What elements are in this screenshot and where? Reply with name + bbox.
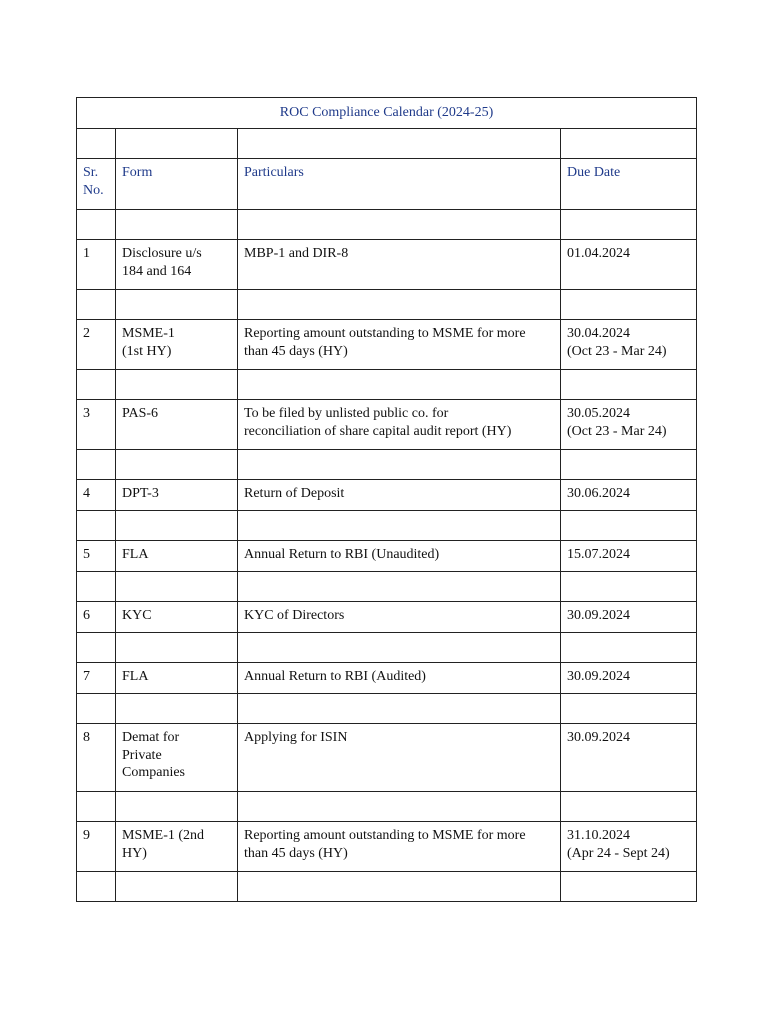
form-cell-line: FLA (122, 669, 149, 684)
table-row (77, 240, 697, 290)
due-date-cell-line: 01.04.2024 (567, 246, 630, 261)
due-date-cell (561, 480, 697, 511)
table-title-row (77, 98, 697, 129)
header-due-date: Due Date (561, 159, 697, 210)
header-form: Form (116, 159, 238, 210)
table-row (77, 724, 697, 792)
form-cell (116, 240, 238, 290)
sr-no-cell: 2 (77, 320, 116, 370)
spacer-row (77, 872, 697, 902)
spacer-row (77, 210, 697, 240)
form-cell (116, 663, 238, 694)
form-cell-line: FLA (122, 547, 149, 562)
spacer-row (77, 129, 697, 159)
spacer-row (77, 290, 697, 320)
table-row (77, 602, 697, 633)
form-cell-line: (1st HY) (122, 343, 172, 359)
form-cell-line: Private (122, 747, 162, 763)
due-date-cell-line: 30.04.2024 (567, 326, 630, 341)
sr-no-cell: 1 (77, 240, 116, 290)
form-cell-line: Disclosure u/s (122, 246, 202, 261)
due-date-cell-line: 30.09.2024 (567, 730, 630, 745)
due-date-cell-line: (Oct 23 - Mar 24) (567, 343, 667, 359)
form-cell (116, 480, 238, 511)
due-date-cell (561, 541, 697, 572)
particulars-cell (238, 400, 561, 450)
header-sr-line-2: No. (83, 182, 104, 198)
spacer-row (77, 694, 697, 724)
spacer-row (77, 572, 697, 602)
particulars-cell-line: Return of Deposit (244, 486, 345, 501)
particulars-cell-line: Reporting amount outstanding to MSME for more (244, 828, 526, 843)
particulars-cell (238, 663, 561, 694)
particulars-cell (238, 541, 561, 572)
sr-no-cell: 5 (77, 541, 116, 572)
particulars-cell-line: than 45 days (HY) (244, 343, 348, 359)
table-row (77, 400, 697, 450)
sr-no-cell: 8 (77, 724, 116, 792)
particulars-cell (238, 822, 561, 872)
spacer-row (77, 370, 697, 400)
sr-no-cell: 6 (77, 602, 116, 633)
header-particulars: Particulars (238, 159, 561, 210)
form-cell-line: 184 and 164 (122, 263, 192, 279)
header-row (77, 159, 697, 210)
due-date-cell (561, 602, 697, 633)
form-cell (116, 822, 238, 872)
compliance-calendar-table (76, 97, 697, 902)
table-row (77, 320, 697, 370)
due-date-cell-line: 31.10.2024 (567, 828, 630, 843)
due-date-cell-line: (Oct 23 - Mar 24) (567, 423, 667, 439)
particulars-cell-line: reconciliation of share capital audit report (HY) (244, 423, 512, 439)
particulars-cell (238, 602, 561, 633)
table-row (77, 541, 697, 572)
due-date-cell-line: (Apr 24 - Sept 24) (567, 845, 670, 861)
particulars-cell-line: MBP-1 and DIR-8 (244, 246, 349, 261)
table-row (77, 822, 697, 872)
form-cell (116, 602, 238, 633)
due-date-cell-line: 30.06.2024 (567, 486, 630, 501)
form-cell (116, 724, 238, 792)
due-date-cell (561, 724, 697, 792)
form-cell-line: MSME-1 (2nd (122, 828, 205, 843)
sr-no-cell: 3 (77, 400, 116, 450)
table-row (77, 480, 697, 511)
spacer-row (77, 511, 697, 541)
header-sr-line-1: Sr. (83, 165, 99, 180)
particulars-cell-line: Annual Return to RBI (Unaudited) (244, 547, 440, 562)
due-date-cell (561, 400, 697, 450)
particulars-cell-line: Reporting amount outstanding to MSME for more (244, 326, 526, 341)
form-cell-line: MSME-1 (122, 326, 175, 341)
particulars-cell (238, 320, 561, 370)
header-sr-no (77, 159, 116, 210)
form-cell-line: DPT-3 (122, 486, 159, 501)
form-cell (116, 400, 238, 450)
sr-no-cell: 4 (77, 480, 116, 511)
particulars-cell-line: To be filed by unlisted public co. for (244, 406, 449, 421)
spacer-row (77, 633, 697, 663)
particulars-cell (238, 724, 561, 792)
sr-no-cell: 9 (77, 822, 116, 872)
particulars-cell-line: than 45 days (HY) (244, 845, 348, 861)
particulars-cell-line: Applying for ISIN (244, 730, 348, 745)
due-date-cell-line: 30.09.2024 (567, 608, 630, 623)
due-date-cell (561, 240, 697, 290)
form-cell-line: Companies (122, 765, 185, 780)
spacer-row (77, 792, 697, 822)
due-date-cell (561, 822, 697, 872)
due-date-cell-line: 30.09.2024 (567, 669, 630, 684)
sr-no-cell: 7 (77, 663, 116, 694)
due-date-cell (561, 663, 697, 694)
form-cell (116, 541, 238, 572)
spacer-row (77, 450, 697, 480)
particulars-cell (238, 480, 561, 511)
due-date-cell (561, 320, 697, 370)
table-title: ROC Compliance Calendar (2024-25) (77, 98, 697, 129)
due-date-cell-line: 15.07.2024 (567, 547, 630, 562)
form-cell-line: KYC (122, 608, 152, 623)
particulars-cell-line: Annual Return to RBI (Audited) (244, 669, 426, 684)
form-cell-line: Demat for (122, 730, 180, 745)
table-row (77, 663, 697, 694)
particulars-cell-line: KYC of Directors (244, 608, 345, 623)
particulars-cell (238, 240, 561, 290)
form-cell-line: HY) (122, 845, 147, 861)
form-cell (116, 320, 238, 370)
due-date-cell-line: 30.05.2024 (567, 406, 630, 421)
form-cell-line: PAS-6 (122, 406, 159, 421)
